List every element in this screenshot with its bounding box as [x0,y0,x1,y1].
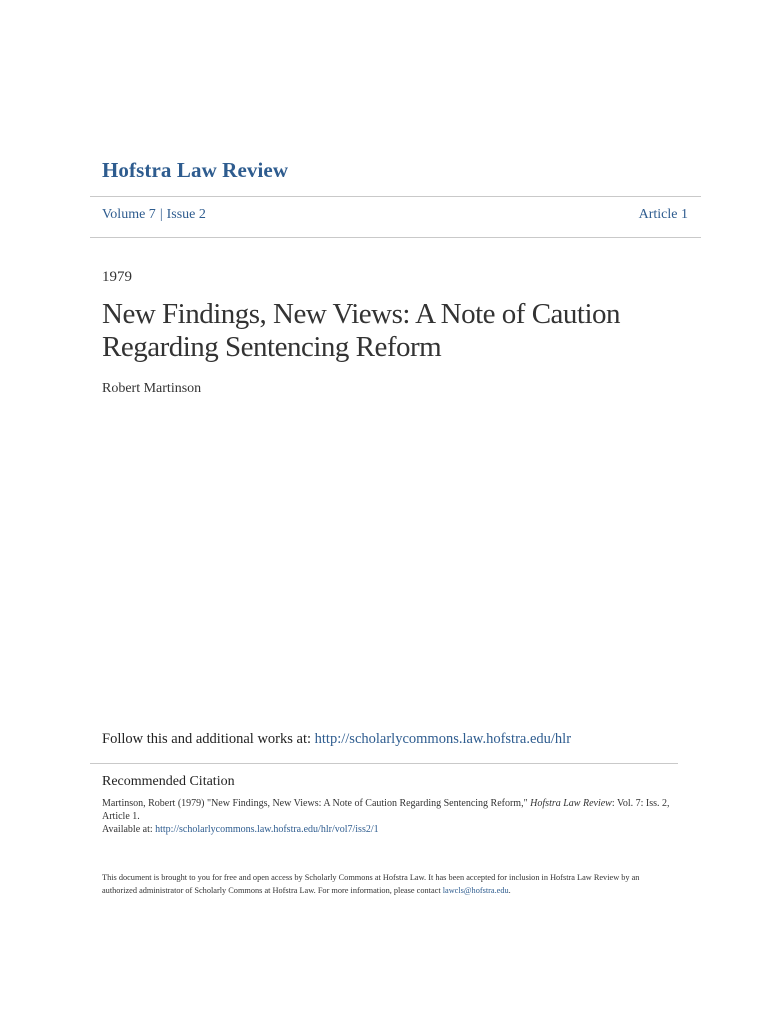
journal-title-link[interactable]: Hofstra Law Review [102,158,289,182]
volume-issue-bar [102,207,206,223]
article-author: Robert Martinson [102,381,202,396]
available-at-link[interactable]: http://scholarlycommons.law.hofstra.edu/hlr/vol7/iss2/1 [155,824,379,835]
article-number-link[interactable]: Article 1 [638,207,688,222]
citation-journal: Hofstra Law Review [530,798,612,809]
publication-year: 1979 [102,269,132,285]
access-notice-text: This document is brought to you for free and open access by Scholarly Commons at Hofstra Law. It has been accepted for inclusion in Hofstra Law Review by an authorized administrator of Scholarly Commons at Hofstra Law. For more information, please contact [102,873,640,895]
access-notice-end: . [508,886,511,895]
follow-url-link[interactable]: http://scholarlycommons.law.hofstra.edu/hlr [314,731,572,747]
volume-link[interactable]: Volume 7 [102,207,156,222]
article-title: New Findings, New Views: A Note of Caution Regarding Sentencing Reform [102,298,621,363]
follow-text: Follow this and additional works at: [102,731,315,747]
volume-issue-separator: | [159,207,163,222]
access-notice [102,871,667,897]
citation-rule [90,763,678,764]
issue-link[interactable]: Issue 2 [166,207,206,222]
citation-text-after: : Vol. 7: Iss. 2, Article 1. [102,798,670,822]
recommended-citation-heading: Recommended Citation [102,774,235,789]
citation-text-before: Martinson, Robert (1979) "New Findings, New Views: A Note of Caution Regarding Sentencing Reform," [102,798,531,809]
header-rule-top [90,196,701,197]
follow-works-line [102,731,571,748]
contact-email-link[interactable]: lawcls@hofstra.edu [442,886,509,895]
available-at-label: Available at: [102,824,156,835]
header-rule-bottom [90,237,701,238]
citation-text [102,797,672,836]
